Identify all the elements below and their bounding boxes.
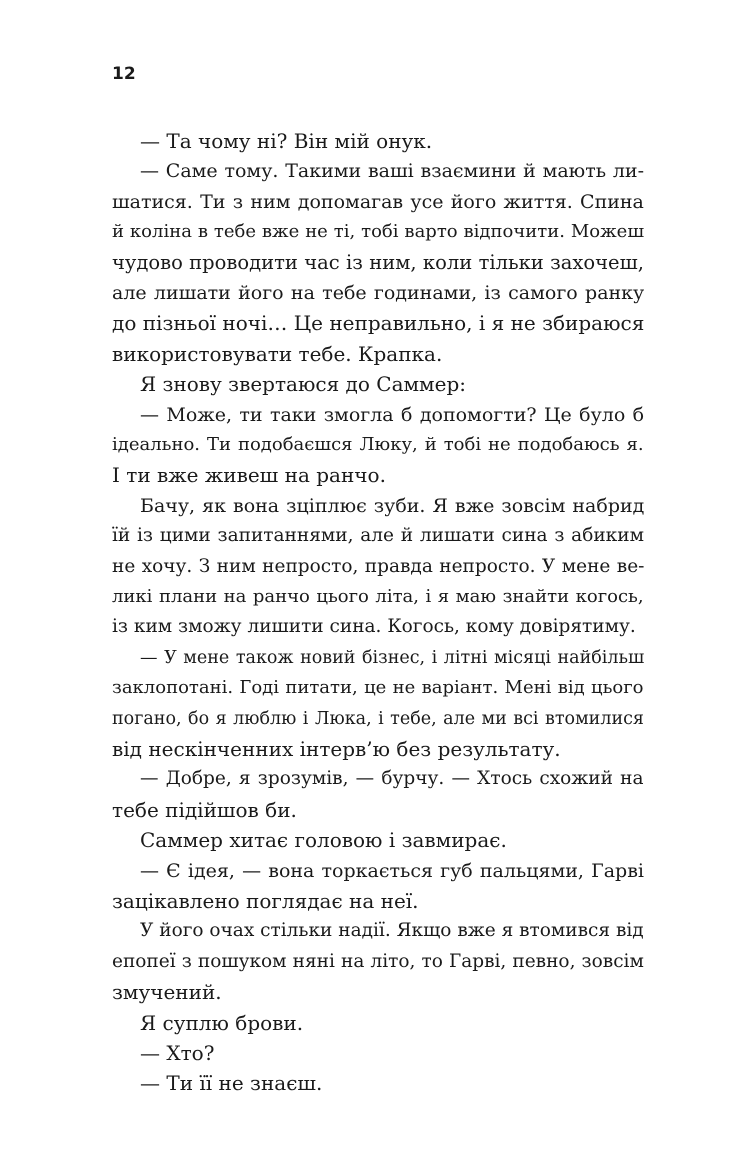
text-line: Саммер хитає головою і завмирає.: [140, 828, 507, 853]
text-line: зацікавлено поглядає на неї.: [112, 889, 419, 913]
text-line: від нескінченних інтерв’ю без результату.: [112, 737, 561, 761]
text-line: але лишати його на тебе годинами, із самого ранку: [112, 282, 645, 304]
text-line: — Добре, я зрозумів, — бурчу. — Хтось схожий на: [140, 768, 644, 790]
text-line: заклопотані. Годі питати, це не варіант. Мені від цього: [112, 677, 644, 699]
text-line: Я знову звертаюся до Саммер:: [140, 372, 466, 397]
text-line: — Саме тому. Такими ваші взаємини й мають ли-: [140, 160, 645, 183]
text-line: змучений.: [112, 980, 222, 1005]
text-line: ідеально. Ти подобаєшся Люку, й тобі не подобаюсь я.: [112, 434, 644, 455]
text-line: — Може, ти таки змогла б допомогти? Це було б: [140, 403, 645, 426]
text-line: їй із цими запитаннями, але й лишати сина з абиким: [112, 525, 644, 547]
text-line: — Ти її не знаєш.: [140, 1071, 323, 1096]
text-line: й коліна в тебе вже не ті, тобі варто відпочити. Можеш: [112, 221, 645, 243]
text-line: епопеї з пошуком няні на літо, то Гарві, певно, зовсім: [112, 950, 644, 972]
text-line: чудово проводити час із ним, коли тільки захочеш,: [112, 250, 644, 274]
text-line: Бачу, як вона зціплює зуби. Я вже зовсім набрид: [140, 494, 645, 517]
text-line: — У мене також новий бізнес, і літні місяці найбільш: [140, 647, 645, 668]
text-line: тебе підійшов би.: [112, 797, 297, 822]
text-line: ликі плани на ранчо цього літа, і я маю знайти когось,: [112, 586, 644, 607]
text-line: — Та чому ні? Він мій онук.: [140, 129, 433, 153]
text-line: шатися. Ти з ним допомагав усе його життя. Спина: [112, 190, 644, 213]
text-line: до пізньої ночі… Це неправильно, і я не збираюся: [112, 311, 645, 336]
text-line: із ким зможу лишити сина. Когось, кому довірятиму.: [112, 616, 636, 638]
text-line: Я суплю брови.: [140, 1010, 304, 1035]
page-number: 12: [112, 64, 136, 84]
text-line: — Хто?: [140, 1041, 215, 1065]
text-line: використовувати тебе. Крапка.: [112, 341, 443, 366]
text-line: погано, бо я люблю і Люка, і тебе, але ми всі втомилися: [112, 708, 644, 729]
text-line: — Є ідея, — вона торкається губ пальцями, Гарві: [140, 859, 644, 882]
text-line: не хочу. З ним непросто, правда непросто. У мене ве-: [112, 555, 645, 577]
text-line: І ти вже живеш на ранчо.: [112, 463, 386, 488]
text-line: У його очах стільки надії. Якщо вже я втомився від: [140, 920, 644, 942]
